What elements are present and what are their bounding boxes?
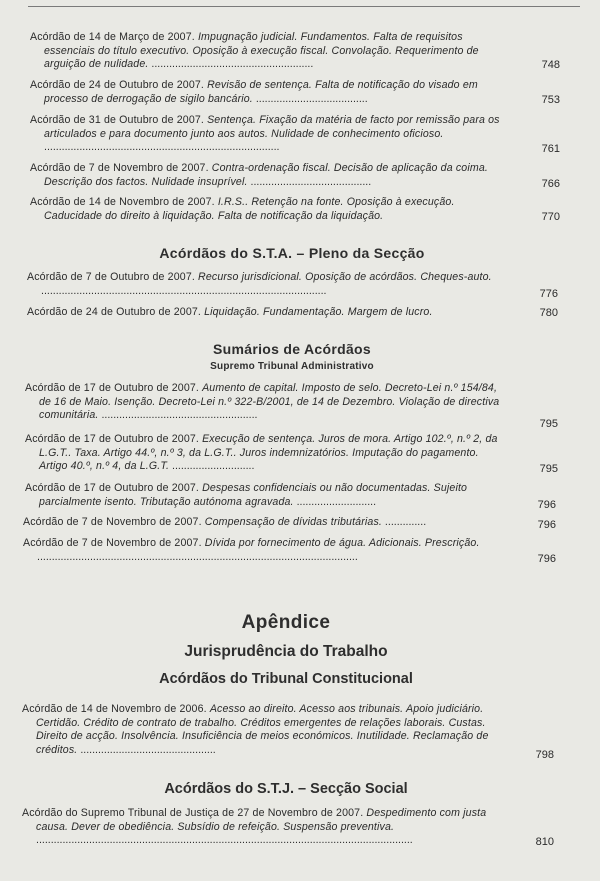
entry-rest: Sentença. Fixação da matéria de facto por remissão para os articulados e para documento junto aos autos. Nulidade de conhecimento oficioso.: [44, 114, 500, 140]
entry-rest: I.R.S.. Retenção na fonte. Oposição à execução. Caducidade do direito à liquidação. Falta de notificação da liquidação.: [44, 196, 455, 222]
page-number: 796: [537, 553, 556, 565]
appendix-title: Apêndice: [241, 612, 331, 633]
section-title: Acórdãos do S.T.J. – Secção Social: [164, 781, 408, 797]
page-number: 770: [541, 211, 560, 223]
entry-rest: Liquidação. Fundamentação. Margem de lucro.: [204, 306, 433, 318]
entry-dots: ............................: [169, 460, 255, 472]
entry-rest: Recurso jurisdicional. Oposição de acórdãos. Cheques-auto.: [198, 271, 492, 283]
section-title: Sumários de Acórdãos: [213, 341, 371, 357]
entry-rest: Execução de sentença. Juros de mora. Artigo 102.º, n.º 2, da L.G.T.. Taxa. Artigo 44.º, n.º 3, da L.G.T.. Juros indemnizatórios. Imputação do pagamento. Artigo 40.º, n.º 4, da L.G.T.: [39, 433, 498, 472]
entry-rest: Aumento de capital. Imposto de selo. Decreto-Lei n.º 154/84, de 16 de Maio. Isenção. Decreto-Lei n.º 322-B/2001, de 14 de Dezembro. Violação de directiva comunitária.: [39, 382, 500, 421]
entry-lead: Acórdão de 14 de Novembro de 2007.: [30, 196, 215, 208]
entry-dots: ................................................................................................................................: [36, 834, 413, 846]
entry-dots: .................................................................................................: [41, 284, 327, 297]
entry-lead: Acórdão de 17 de Outubro de 2007.: [25, 382, 199, 394]
page-number: 761: [541, 143, 560, 155]
list-item: [22, 703, 506, 757]
page-number: 776: [539, 288, 558, 300]
entry-lead: Acórdão de 24 de Outubro de 2007.: [27, 306, 201, 318]
entry-dots: .....................................................: [98, 409, 258, 421]
entry-lead: Acórdão de 24 de Outubro de 2007.: [30, 79, 204, 91]
list-item: [25, 482, 507, 509]
list-item: [22, 807, 506, 848]
list-item: [23, 516, 507, 530]
entry-dots: ......................................: [252, 92, 368, 105]
entry-lead: Acórdão de 7 de Novembro de 2007.: [23, 516, 202, 528]
entry-lead: Acórdão de 7 de Novembro de 2007.: [23, 537, 202, 549]
entry-rest: Despesas confidenciais ou não documentadas. Sujeito parcialmente isento. Tributação autónoma agravada.: [39, 482, 468, 508]
entry-rest: Impugnação judicial. Fundamentos. Falta de requisitos essenciais do título executivo. Oposição à execução fiscal. Convolação. Requerimento de arguição de nulidade.: [44, 31, 479, 70]
page-number: 795: [539, 418, 558, 430]
entry-rest: Compensação de dívidas tributárias.: [204, 516, 382, 528]
section-subtitle: Supremo Tribunal Administrativo: [210, 361, 374, 372]
entry-rest: Contra-ordenação fiscal. Decisão de aplicação da coima. Descrição dos factos. Nulidade insuprível.: [44, 162, 488, 188]
page-number: 810: [535, 836, 554, 848]
entry-rest: Dívida por fornecimento de água. Adicionais. Prescrição.: [204, 537, 480, 549]
entry-lead: Acórdão de 14 de Março de 2007.: [30, 31, 195, 43]
page-number: 796: [537, 519, 556, 531]
entry-dots: ...........................: [293, 495, 377, 508]
list-item: [30, 196, 508, 223]
list-item: [25, 382, 507, 423]
top-rule: [28, 6, 580, 7]
entry-lead: Acórdão de 7 de Novembro de 2007.: [30, 162, 209, 174]
list-item: [23, 537, 507, 564]
entry-lead: Acórdão de 17 de Outubro de 2007.: [25, 433, 199, 445]
entry-lead: Acórdão de 31 de Outubro de 2007.: [30, 114, 204, 126]
page-number: 766: [541, 178, 560, 190]
entry-rest: Acesso ao direito. Acesso aos tribunais. Apoio judiciário. Certidão. Crédito de contrato de trabalho. Créditos emergentes de relações laborais. Custas. Direito de acção. Insolvência. Insuficiência de meios económicos. Inutilidade. Reclamação de créditos.: [36, 703, 489, 756]
entry-rest: Despedimento com justa causa. Dever de obediência. Subsídio de refeição. Suspensão preventiva.: [36, 807, 487, 833]
list-item: [30, 162, 508, 189]
section-title: Acórdãos do S.T.A. – Pleno da Secção: [159, 245, 425, 261]
entry-lead: Acórdão de 14 de Novembro de 2006.: [22, 703, 207, 715]
list-item: [30, 79, 508, 106]
list-item: [30, 114, 508, 155]
entry-dots: ................................................................................: [44, 141, 280, 153]
list-item: [30, 31, 508, 72]
entry-dots: .............................................................................................................: [37, 550, 358, 563]
page-number: 753: [541, 94, 560, 106]
entry-dots: .........................................: [247, 175, 372, 188]
section-subtitle: Acórdãos do Tribunal Constitucional: [159, 671, 413, 687]
entry-dots: ..............: [381, 516, 427, 528]
entry-lead: Acórdão de 7 de Outubro de 2007.: [27, 271, 195, 283]
page-number: 795: [539, 463, 558, 475]
entry-lead: Acórdão de 17 de Outubro de 2007.: [25, 482, 199, 494]
entry-dots: .......................................................: [148, 58, 314, 70]
entry-rest: Revisão de sentença. Falta de notificação do visado em processo de derrogação de sigilo bancário.: [44, 79, 478, 105]
entry-dots: ..............................................: [77, 743, 216, 756]
entry-lead: Acórdão do Supremo Tribunal de Justiça de 27 de Novembro de 2007.: [22, 807, 364, 819]
page-number: 748: [541, 59, 560, 71]
list-item: [27, 306, 507, 320]
list-item: [25, 433, 507, 474]
list-item: [27, 271, 507, 298]
page-number: 796: [537, 499, 556, 511]
section-title: Jurisprudência do Trabalho: [184, 643, 388, 660]
page-number: 780: [539, 307, 558, 319]
page-number: 798: [535, 749, 554, 761]
